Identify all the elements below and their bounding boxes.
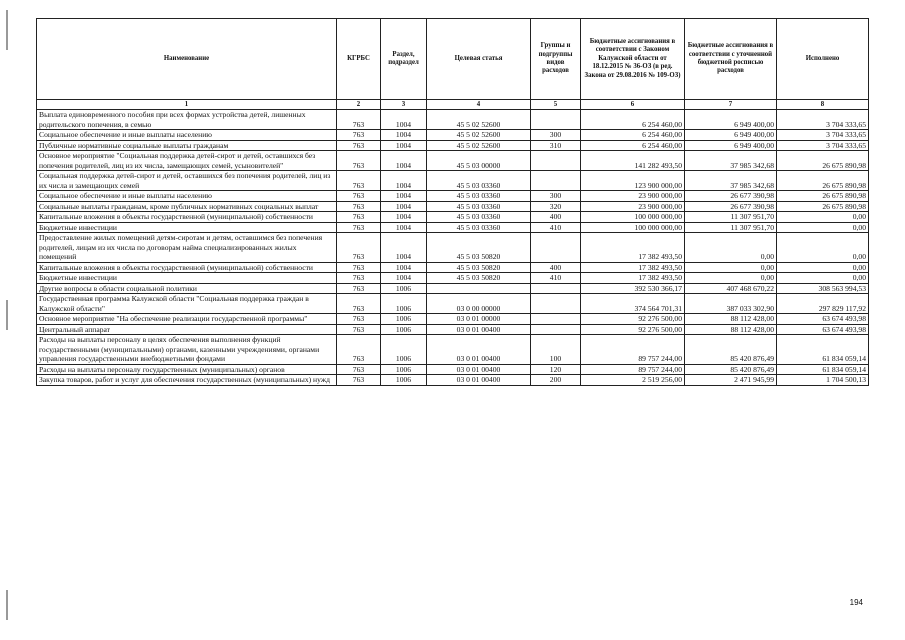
row-group-cell (531, 324, 581, 335)
row-target-cell: 45 5 03 50820 (427, 262, 531, 273)
row-section-cell: 1004 (381, 262, 427, 273)
row-name-cell: Расходы на выплаты персоналу в целях обеспечения выполнения функций государственными (муниципальными) органами, казенными учреждениями, органами управления государственными внебюджетными фондами (37, 335, 337, 365)
row-executed-amount-cell: 0,00 (777, 262, 869, 273)
table-row (37, 212, 869, 223)
row-law-amount-cell: 123 900 000,00 (581, 171, 685, 191)
row-kgrbs-cell: 763 (337, 262, 381, 273)
row-section-cell: 1006 (381, 314, 427, 325)
table-row (37, 273, 869, 284)
row-group-cell (531, 151, 581, 171)
binder-mark (6, 590, 8, 620)
row-refined-amount-cell: 6 949 400,00 (685, 140, 777, 151)
row-refined-amount-cell: 88 112 428,00 (685, 314, 777, 325)
column-number: 4 (427, 100, 531, 110)
row-name-cell: Капитальные вложения в объекты государственной (муниципальной) собственности (37, 212, 337, 223)
row-section-cell: 1006 (381, 283, 427, 294)
table-row (37, 130, 869, 141)
row-refined-amount-cell: 0,00 (685, 233, 777, 263)
row-refined-amount-cell: 0,00 (685, 273, 777, 284)
header-section: Раздел, подраздел (381, 19, 427, 100)
header-groups: Группы и подгруппы видов расходов (531, 19, 581, 100)
row-target-cell: 45 5 02 52600 (427, 110, 531, 130)
row-group-cell (531, 314, 581, 325)
row-target-cell: 03 0 01 00000 (427, 314, 531, 325)
table-row (37, 324, 869, 335)
row-section-cell: 1004 (381, 130, 427, 141)
row-name-cell: Расходы на выплаты персоналу государственных (муниципальных) органов (37, 364, 337, 375)
row-executed-amount-cell: 3 704 333,65 (777, 110, 869, 130)
row-section-cell: 1006 (381, 364, 427, 375)
row-kgrbs-cell: 763 (337, 273, 381, 284)
table-header-row (37, 19, 869, 100)
row-section-cell: 1004 (381, 212, 427, 223)
table-row (37, 262, 869, 273)
page-number: 194 (849, 598, 863, 607)
row-target-cell: 03 0 01 00400 (427, 324, 531, 335)
row-name-cell: Публичные нормативные социальные выплаты гражданам (37, 140, 337, 151)
row-executed-amount-cell: 26 675 890,98 (777, 191, 869, 202)
table-row (37, 191, 869, 202)
row-section-cell: 1004 (381, 201, 427, 212)
row-law-amount-cell: 2 519 256,00 (581, 375, 685, 386)
row-group-cell: 410 (531, 273, 581, 284)
row-kgrbs-cell: 763 (337, 364, 381, 375)
row-law-amount-cell: 141 282 493,50 (581, 151, 685, 171)
table-row (37, 201, 869, 212)
row-target-cell: 45 5 03 03360 (427, 171, 531, 191)
row-refined-amount-cell: 26 677 390,98 (685, 191, 777, 202)
row-executed-amount-cell: 63 674 493,98 (777, 314, 869, 325)
row-section-cell: 1004 (381, 222, 427, 233)
row-target-cell: 45 5 03 03360 (427, 212, 531, 223)
row-executed-amount-cell: 0,00 (777, 222, 869, 233)
binder-mark (6, 10, 8, 50)
row-executed-amount-cell: 308 563 994,53 (777, 283, 869, 294)
row-group-cell: 400 (531, 212, 581, 223)
row-group-cell: 310 (531, 140, 581, 151)
row-name-cell: Закупка товаров, работ и услуг для обеспечения государственных (муниципальных) нужд (37, 375, 337, 386)
table-row (37, 171, 869, 191)
row-refined-amount-cell: 85 420 876,49 (685, 335, 777, 365)
row-kgrbs-cell: 763 (337, 283, 381, 294)
row-kgrbs-cell: 763 (337, 375, 381, 386)
row-executed-amount-cell: 63 674 493,98 (777, 324, 869, 335)
binder-mark (6, 300, 8, 330)
row-section-cell: 1004 (381, 233, 427, 263)
row-executed-amount-cell: 26 675 890,98 (777, 201, 869, 212)
row-section-cell: 1004 (381, 151, 427, 171)
row-target-cell: 03 0 01 00400 (427, 375, 531, 386)
row-refined-amount-cell: 11 307 951,70 (685, 212, 777, 223)
row-law-amount-cell: 6 254 460,00 (581, 140, 685, 151)
column-number-row (37, 100, 869, 110)
row-kgrbs-cell: 763 (337, 151, 381, 171)
row-law-amount-cell: 23 900 000,00 (581, 201, 685, 212)
row-kgrbs-cell: 763 (337, 110, 381, 130)
row-kgrbs-cell: 763 (337, 201, 381, 212)
row-name-cell: Социальная поддержка детей-сирот и детей, оставшихся без попечения родителей, лиц из их числа и замещающих семей (37, 171, 337, 191)
row-section-cell: 1004 (381, 191, 427, 202)
row-executed-amount-cell: 1 704 500,13 (777, 375, 869, 386)
header-target: Целевая статья (427, 19, 531, 100)
row-kgrbs-cell: 763 (337, 233, 381, 263)
row-name-cell: Социальные выплаты гражданам, кроме публичных нормативных социальных выплат (37, 201, 337, 212)
row-name-cell: Основное мероприятие "Социальная поддержка детей-сирот и детей, оставшихся без попечения родителей, лиц из их числа, замещающих семей, усыновителей" (37, 151, 337, 171)
row-law-amount-cell: 17 382 493,50 (581, 233, 685, 263)
table-row (37, 222, 869, 233)
row-target-cell: 03 0 01 00400 (427, 364, 531, 375)
row-target-cell (427, 283, 531, 294)
header-name: Наименование (37, 19, 337, 100)
row-group-cell (531, 233, 581, 263)
row-target-cell: 45 5 03 03360 (427, 201, 531, 212)
row-kgrbs-cell: 763 (337, 130, 381, 141)
row-law-amount-cell: 92 276 500,00 (581, 314, 685, 325)
row-law-amount-cell: 6 254 460,00 (581, 110, 685, 130)
row-section-cell: 1004 (381, 171, 427, 191)
row-target-cell: 45 5 03 03360 (427, 191, 531, 202)
row-target-cell: 45 5 03 03360 (427, 222, 531, 233)
row-target-cell: 03 0 01 00400 (427, 335, 531, 365)
row-refined-amount-cell: 88 112 428,00 (685, 324, 777, 335)
row-target-cell: 45 5 02 52600 (427, 130, 531, 141)
table-row (37, 110, 869, 130)
table-row (37, 283, 869, 294)
row-executed-amount-cell: 3 704 333,65 (777, 130, 869, 141)
row-name-cell: Выплата единовременного пособия при всех формах устройства детей, лишенных родительского попечения, в семью (37, 110, 337, 130)
row-refined-amount-cell: 26 677 390,98 (685, 201, 777, 212)
row-executed-amount-cell: 61 834 059,14 (777, 335, 869, 365)
row-law-amount-cell: 17 382 493,50 (581, 262, 685, 273)
row-law-amount-cell: 100 000 000,00 (581, 212, 685, 223)
row-executed-amount-cell: 26 675 890,98 (777, 151, 869, 171)
row-section-cell: 1006 (381, 294, 427, 314)
row-group-cell: 320 (531, 201, 581, 212)
column-number: 3 (381, 100, 427, 110)
row-group-cell (531, 110, 581, 130)
row-kgrbs-cell: 763 (337, 191, 381, 202)
row-section-cell: 1006 (381, 335, 427, 365)
column-number: 8 (777, 100, 869, 110)
row-kgrbs-cell: 763 (337, 314, 381, 325)
row-target-cell: 45 5 03 50820 (427, 233, 531, 263)
table-row (37, 364, 869, 375)
row-kgrbs-cell: 763 (337, 171, 381, 191)
row-executed-amount-cell: 0,00 (777, 233, 869, 263)
row-group-cell: 120 (531, 364, 581, 375)
column-number: 6 (581, 100, 685, 110)
row-refined-amount-cell: 387 033 302,90 (685, 294, 777, 314)
row-name-cell: Бюджетные инвестиции (37, 273, 337, 284)
header-kgrbs: КГРБС (337, 19, 381, 100)
row-section-cell: 1004 (381, 140, 427, 151)
row-target-cell: 03 0 00 00000 (427, 294, 531, 314)
row-kgrbs-cell: 763 (337, 140, 381, 151)
row-name-cell: Социальное обеспечение и иные выплаты населению (37, 130, 337, 141)
row-law-amount-cell: 374 564 701,31 (581, 294, 685, 314)
header-budget-refined: Бюджетные ассигнования в соответствии с уточненной бюджетной росписью расходов (685, 19, 777, 100)
row-section-cell: 1006 (381, 375, 427, 386)
row-name-cell: Государственная программа Калужской области "Социальная поддержка граждан в Калужской области" (37, 294, 337, 314)
row-refined-amount-cell: 6 949 400,00 (685, 130, 777, 141)
row-group-cell: 410 (531, 222, 581, 233)
row-name-cell: Предоставление жилых помещений детям-сиротам и детям, оставшимся без попечения родителей, лицам из их числа по договорам найма специализированных жилых помещений (37, 233, 337, 263)
header-executed: Исполнено (777, 19, 869, 100)
row-law-amount-cell: 92 276 500,00 (581, 324, 685, 335)
row-name-cell: Капитальные вложения в объекты государственной (муниципальной) собственности (37, 262, 337, 273)
row-refined-amount-cell: 6 949 400,00 (685, 110, 777, 130)
row-refined-amount-cell: 0,00 (685, 262, 777, 273)
row-group-cell: 300 (531, 130, 581, 141)
table-row (37, 233, 869, 263)
row-kgrbs-cell: 763 (337, 294, 381, 314)
table-row (37, 140, 869, 151)
row-kgrbs-cell: 763 (337, 212, 381, 223)
row-refined-amount-cell: 11 307 951,70 (685, 222, 777, 233)
table-row (37, 294, 869, 314)
row-refined-amount-cell: 407 468 670,22 (685, 283, 777, 294)
row-refined-amount-cell: 37 985 342,68 (685, 171, 777, 191)
row-kgrbs-cell: 763 (337, 335, 381, 365)
row-name-cell: Основное мероприятие "На обеспечение реализации государственной программы" (37, 314, 337, 325)
row-kgrbs-cell: 763 (337, 324, 381, 335)
row-law-amount-cell: 6 254 460,00 (581, 130, 685, 141)
row-group-cell (531, 283, 581, 294)
row-name-cell: Центральный аппарат (37, 324, 337, 335)
row-law-amount-cell: 89 757 244,00 (581, 364, 685, 375)
row-executed-amount-cell: 297 829 117,92 (777, 294, 869, 314)
column-number: 5 (531, 100, 581, 110)
row-name-cell: Бюджетные инвестиции (37, 222, 337, 233)
row-section-cell: 1006 (381, 324, 427, 335)
column-number: 2 (337, 100, 381, 110)
row-section-cell: 1004 (381, 110, 427, 130)
row-law-amount-cell: 23 900 000,00 (581, 191, 685, 202)
table-row (37, 375, 869, 386)
row-law-amount-cell: 392 530 366,17 (581, 283, 685, 294)
row-refined-amount-cell: 2 471 945,99 (685, 375, 777, 386)
row-target-cell: 45 5 02 52600 (427, 140, 531, 151)
row-group-cell: 100 (531, 335, 581, 365)
column-number: 7 (685, 100, 777, 110)
header-budget-law: Бюджетные ассигнования в соответствии с Законом Калужской области от 18.12.2015 № 36-ОЗ (в ред. Закона от 29.08.2016 № 109-ОЗ) (581, 19, 685, 100)
budget-table (36, 18, 869, 386)
row-refined-amount-cell: 37 985 342,68 (685, 151, 777, 171)
table-row (37, 151, 869, 171)
row-group-cell: 400 (531, 262, 581, 273)
row-law-amount-cell: 17 382 493,50 (581, 273, 685, 284)
row-executed-amount-cell: 0,00 (777, 212, 869, 223)
row-executed-amount-cell: 26 675 890,98 (777, 171, 869, 191)
row-group-cell (531, 294, 581, 314)
row-law-amount-cell: 100 000 000,00 (581, 222, 685, 233)
row-group-cell: 200 (531, 375, 581, 386)
row-executed-amount-cell: 0,00 (777, 273, 869, 284)
row-target-cell: 45 5 03 50820 (427, 273, 531, 284)
row-section-cell: 1004 (381, 273, 427, 284)
row-kgrbs-cell: 763 (337, 222, 381, 233)
row-executed-amount-cell: 61 834 059,14 (777, 364, 869, 375)
table-row (37, 314, 869, 325)
row-law-amount-cell: 89 757 244,00 (581, 335, 685, 365)
row-group-cell (531, 171, 581, 191)
row-executed-amount-cell: 3 704 333,65 (777, 140, 869, 151)
document-sheet (36, 18, 868, 386)
row-refined-amount-cell: 85 420 876,49 (685, 364, 777, 375)
table-row (37, 335, 869, 365)
column-number: 1 (37, 100, 337, 110)
row-name-cell: Другие вопросы в области социальной политики (37, 283, 337, 294)
row-target-cell: 45 5 03 00000 (427, 151, 531, 171)
row-name-cell: Социальное обеспечение и иные выплаты населению (37, 191, 337, 202)
table-body (37, 110, 869, 386)
row-group-cell: 300 (531, 191, 581, 202)
